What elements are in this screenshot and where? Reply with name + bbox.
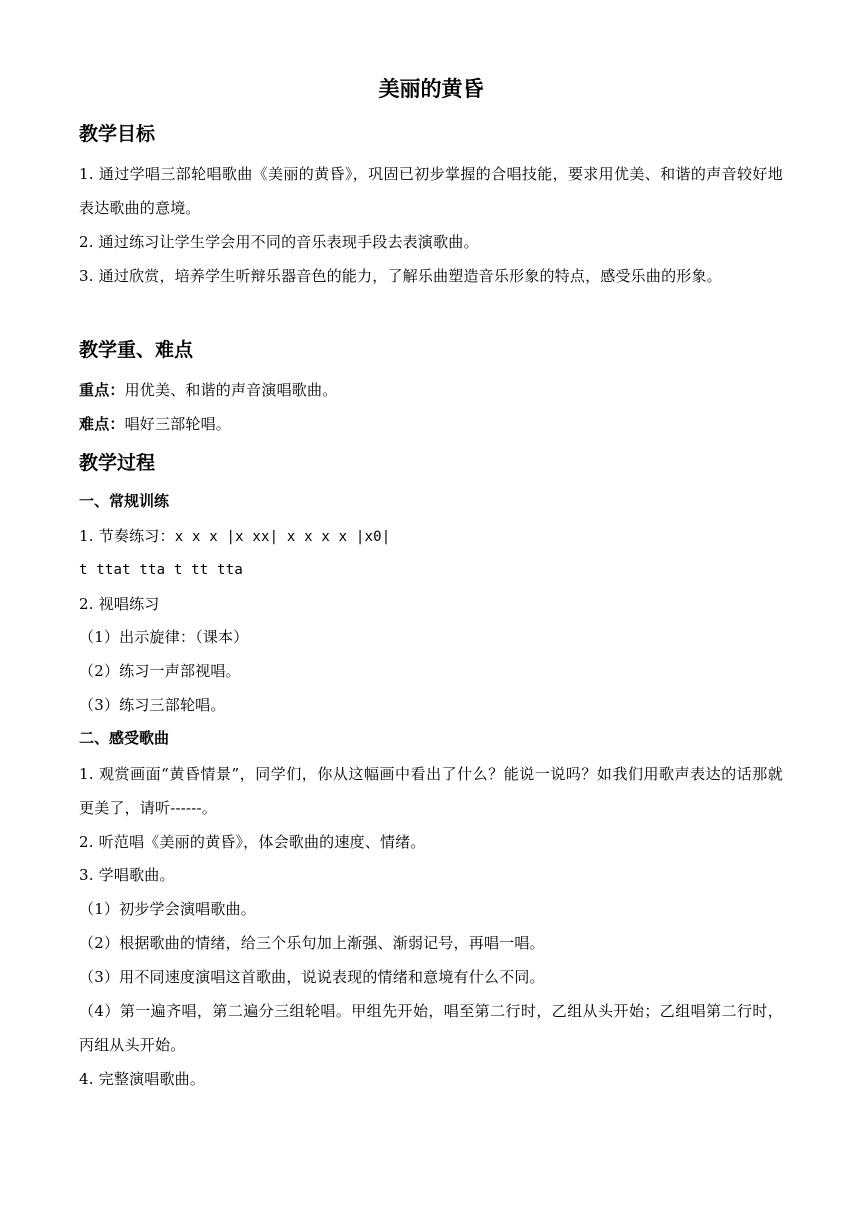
sight-singing-step-3: （3）练习三部轮唱。 [79, 696, 226, 714]
learn-step-1: （1）初步学会演唱歌曲。 [79, 900, 256, 918]
feel-item-2: 2. 听范唱《美丽的黄昏》，体会歌曲的速度、情绪。 [79, 833, 426, 851]
rhythm-notation: x x x |x xx| x x x x |x0| [174, 529, 391, 545]
key-point-line [79, 373, 783, 407]
heading-teaching-process: 教学过程 [79, 452, 156, 474]
heading-teaching-goals: 教学目标 [79, 123, 156, 145]
sight-singing-item: 2. 视唱练习 [79, 595, 160, 613]
goal-item-3: 3. 通过欣赏，培养学生听辩乐器音色的能力，了解乐曲塑造音乐形象的特点，感受乐曲的形象。 [79, 267, 722, 285]
feel-item-3: 3. 学唱歌曲。 [79, 866, 175, 884]
sight-singing-step-2: （2）练习一声部视唱。 [79, 662, 241, 680]
difficult-point-line [79, 407, 783, 441]
rhythm-exercise [79, 519, 783, 554]
difficult-point-label: 难点： [79, 415, 125, 433]
rhythm-syllables: t ttat tta t tt tta [79, 562, 243, 578]
feel-item-4: 4. 完整演唱歌曲。 [79, 1070, 206, 1088]
learn-step-4: （4）第一遍齐唱，第二遍分三组轮唱。甲组先开始，唱至第二行时，乙组从头开始；乙组唱第二行时，丙组从头开始。 [79, 1002, 783, 1054]
goal-item-2: 2. 通过练习让学生学会用不同的音乐表现手段去表演歌曲。 [79, 233, 479, 251]
difficult-point-text: 唱好三部轮唱。 [124, 415, 232, 433]
goal-item-1: 1. 通过学唱三部轮唱歌曲《美丽的黄昏》，巩固已初步掌握的合唱技能，要求用优美、和谐的声音较好地表达歌曲的意境。 [79, 165, 783, 217]
subheading-routine-training: 一、常规训练 [79, 492, 170, 510]
heading-key-points: 教学重、难点 [79, 339, 194, 361]
learn-step-2: （2）根据歌曲的情绪，给三个乐句加上渐强、渐弱记号，再唱一唱。 [79, 934, 545, 952]
rhythm-label: 1. 节奏练习： [79, 527, 175, 545]
subheading-feel-song: 二、感受歌曲 [79, 729, 170, 747]
document-title: 美丽的黄昏 [378, 77, 484, 101]
sight-singing-step-1: （1）出示旋律：（课本） [79, 628, 249, 646]
key-point-text: 用优美、和谐的声音演唱歌曲。 [124, 381, 338, 399]
learn-step-3: （3）用不同速度演唱这首歌曲，说说表现的情绪和意境有什么不同。 [79, 968, 545, 986]
feel-item-1: 1. 观赏画面“黄昏情景”，同学们，你从这幅画中看出了什么？能说一说吗？如我们用歌声表达的话那就更美了，请听------。 [79, 765, 783, 817]
key-point-label: 重点： [79, 381, 125, 399]
